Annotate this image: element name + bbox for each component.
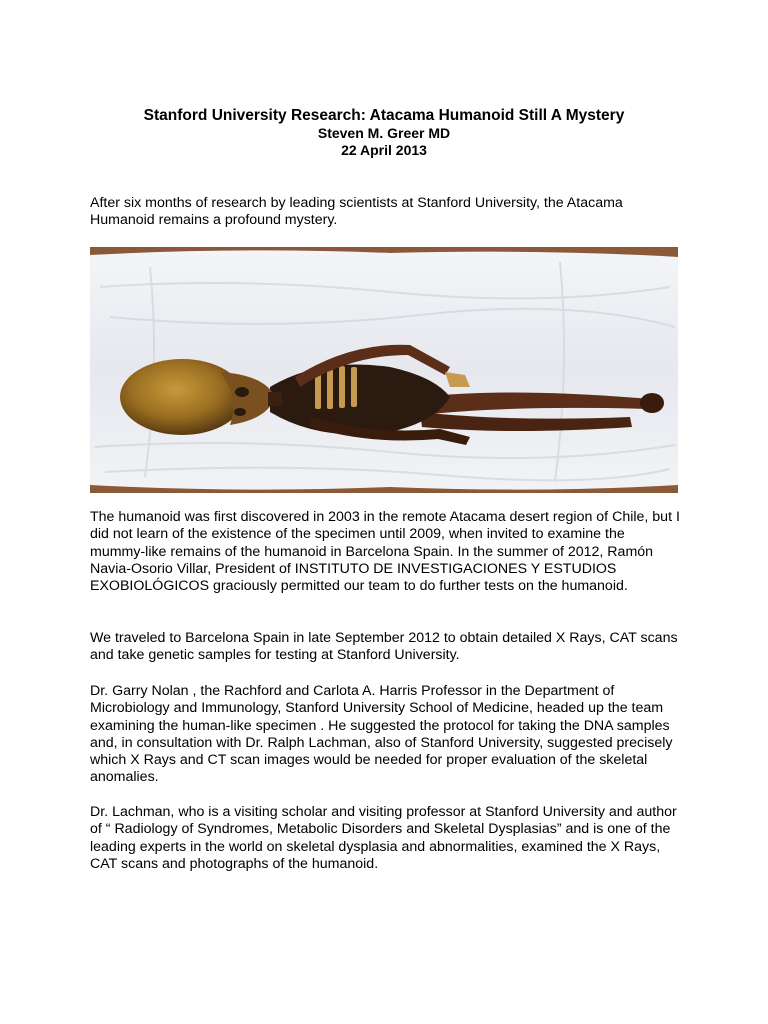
elongated-skull	[120, 359, 244, 435]
document-title: Stanford University Research: Atacama Humanoid Still A Mystery	[143, 107, 625, 124]
body-paragraph-1: The humanoid was first discovered in 2003 in the remote Atacama desert region of Chile, but I did not learn of the existence of the specimen until 2009, when invited to examine the mummy-like remains of the humanoid in Barcelona Spain. In the summer of 2012, Ramón Navia-Osorio Villar, President of INSTITUTO DE INVESTIGACIONES Y ESTUDIOS EXOBIOLÓGICOS graciously permitted our team to do further tests on the humanoid.	[90, 509, 680, 595]
humanoid-photo	[90, 247, 678, 493]
humanoid-photo-illustration	[90, 247, 678, 493]
intro-paragraph: After six months of research by leading scientists at Stanford University, the Atacama Humanoid remains a profound mystery.	[90, 195, 623, 229]
document-date: 22 April 2013	[341, 142, 427, 158]
body-paragraph-4: Dr. Lachman, who is a visiting scholar and visiting professor at Stanford University and author of “ Radiology of Syndromes, Metabolic Disorders and Skeletal Dysplasias” and is one of the leading experts in the world on skeletal dysplasia and abnormalities, examined the X Rays, CAT scans and photographs of the humanoid.	[90, 804, 677, 872]
body-paragraph-2: We traveled to Barcelona Spain in late September 2012 to obtain detailed X Rays, CAT scans and take genetic samples for testing at Stanford University.	[90, 630, 678, 664]
document-header	[0, 107, 768, 159]
document-author: Steven M. Greer MD	[317, 125, 451, 141]
body-paragraph-3: Dr. Garry Nolan , the Rachford and Carlota A. Harris Professor in the Department of Microbiology and Immunology, Stanford University School of Medicine, headed up the team examining the human-like specimen . He suggested the protocol for taking the DNA samples and, in consultation with Dr. Ralph Lachman, also of Stanford University, suggested precisely which X Rays and CT scan images would be needed for proper evaluation of the skeletal anomalies.	[90, 683, 673, 786]
